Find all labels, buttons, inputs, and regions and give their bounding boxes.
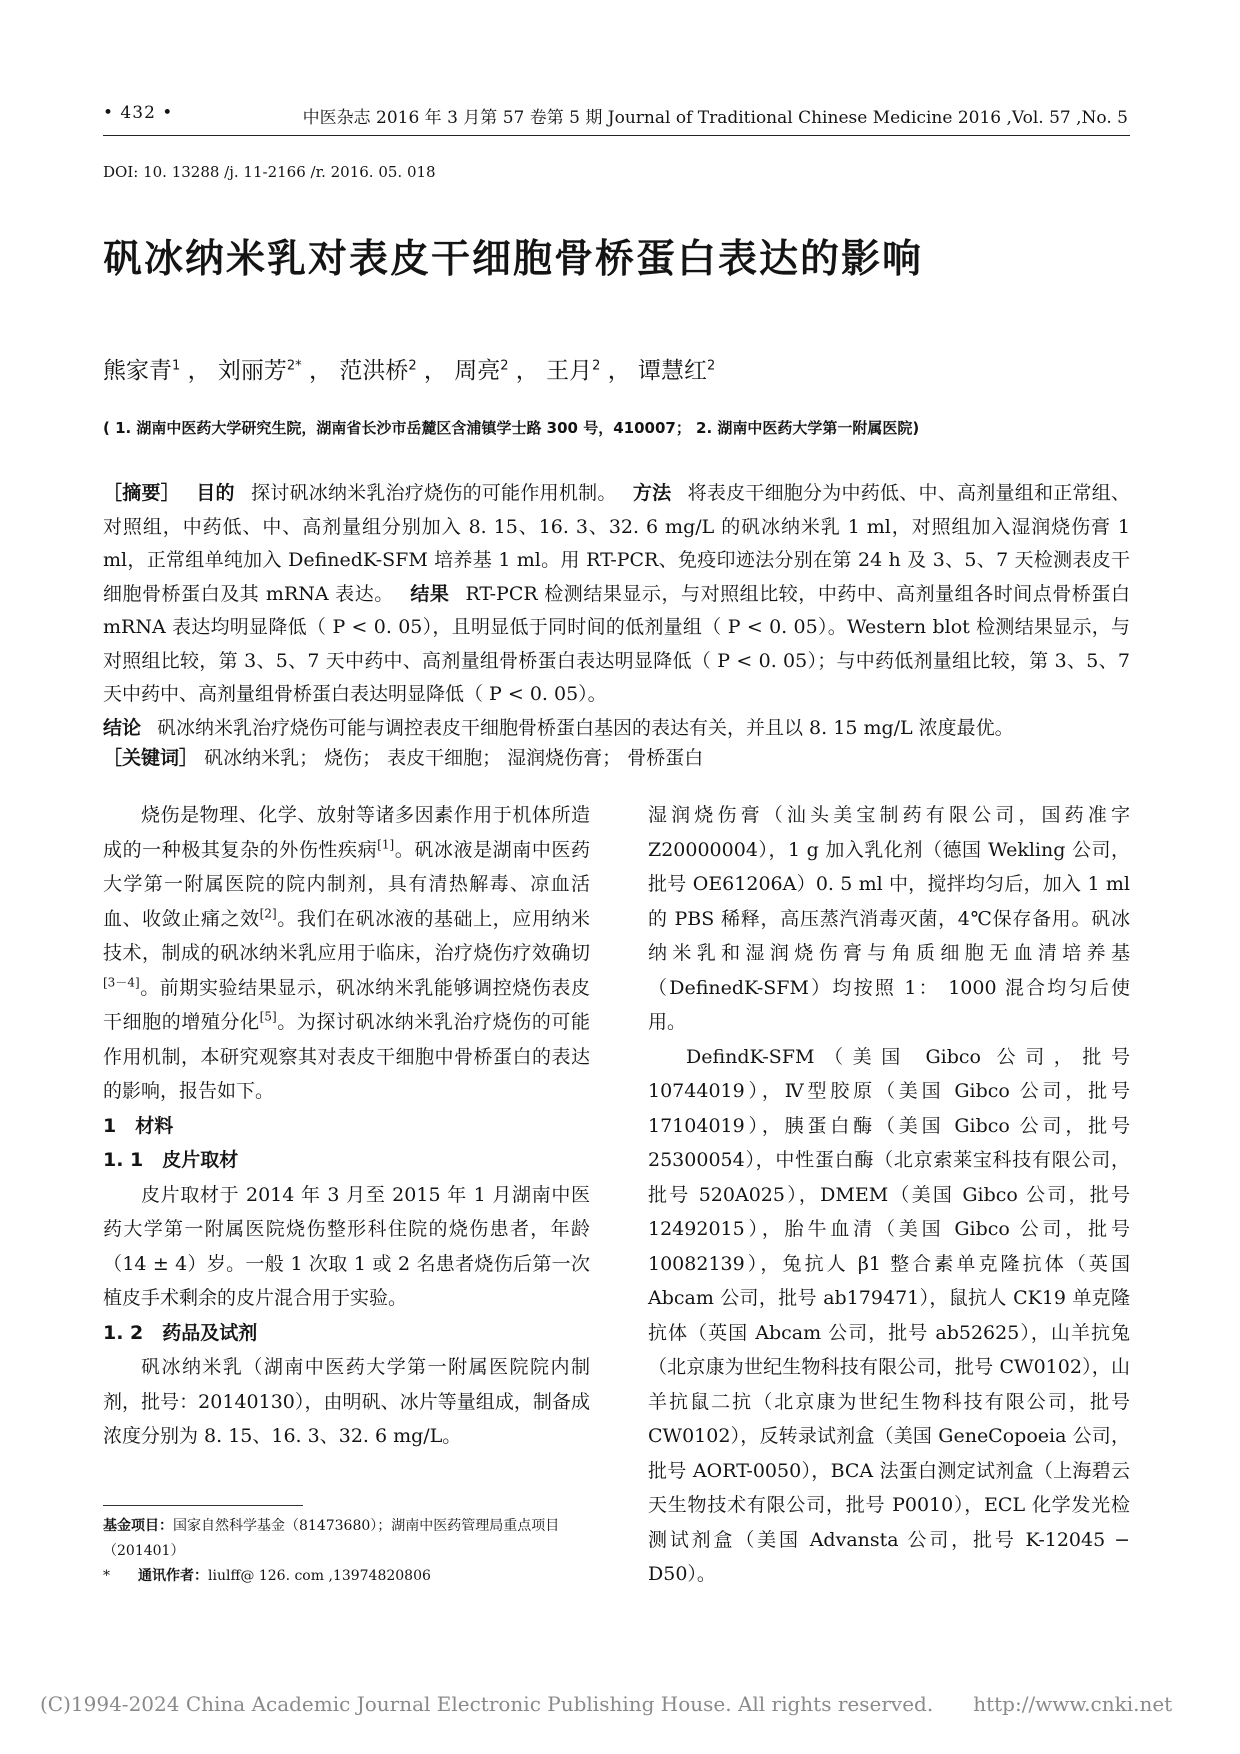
paragraph: 皮片取材于 2014 年 3 月至 2015 年 1 月湖南中医药大学第一附属医院烧伤整形科住院的烧伤患者，年龄（14 ± 4）岁。一般 1 次取 1 或 2 名患者烧伤后第一次植皮手术剩余的皮片混合用于实验。 xyxy=(103,1183,590,1309)
footnote xyxy=(103,1514,590,1589)
article-title: 矾冰纳米乳对表皮干细胞骨桥蛋白表达的影响 xyxy=(103,237,924,282)
methods-text: 将表皮干细胞分为中药低、中、高剂量组和正常组、对照组，中药低、中、高剂量组分别加入 8. 15、16. 3、32. 6 mg/L 的矾冰纳米乳 1 ml，对照组加入湿润烧伤膏 1 ml，正常组单纯加入 DefinedK-SFM 培养基 1 ml。用 RT-PCR、免疫印迹法分别在第 24 h 及 3、5、7 天检测表皮干细胞骨桥蛋白及其 mRNA 表达。 xyxy=(103,482,1130,605)
conclusion-label: 结论 xyxy=(103,716,142,739)
paragraph: DefindK-SFM（美国 Gibco 公司，批号 10744019），Ⅳ型胶原（美国 Gibco 公司，批号 17104019），胰蛋白酶（美国 Gibco 公司，批号 25300054），中性蛋白酶（北京索莱宝科技有限公司，批号 520A025），DMEM（美国 Gibco 公司，批号 12492015），胎牛血清（美国 Gibco 公司，批号 10082139），兔抗人 β1 整合素单克隆抗体（英国 Abcam 公司，批号 ab179471），鼠抗人 CK19 单克隆抗体（英国 Abcam 公司，批号 ab52625），山羊抗兔（北京康为世纪生物科技有限公司，批号 CW0102），山羊抗鼠二抗（北京康为世纪生物科技有限公司，批号 CW0102），反转录试剂盒（美国 GeneCopoeia 公司，批号 AORT-0050），BCA 法蛋白测定试剂盒（上海碧云天生物技术有限公司，批号 P0010），ECL 化学发光检测试剂盒（美国 Advansta 公司，批号 K-12045 − D50）。 xyxy=(648,1045,1130,1585)
body-left-column xyxy=(103,798,590,1454)
corresponding-author-note: * 通讯作者：liulff@ 126. com ,13974820806 xyxy=(103,1568,431,1584)
author-name[interactable]: 周亮 xyxy=(454,358,501,384)
page-number: • 432 • xyxy=(103,103,174,123)
citation[interactable]: [3－4] xyxy=(103,975,140,990)
author-name[interactable]: 刘丽芳 xyxy=(217,358,287,384)
section-heading: 1 材料 xyxy=(103,1114,174,1137)
author-affil-mark: 2* xyxy=(286,358,302,374)
corresponding-email[interactable]: liulff@ 126. com ,13974820806 xyxy=(208,1568,431,1584)
funding-note: 基金项目：国家自然科学基金（81473680）；湖南中医药管理局重点项目（201401） xyxy=(103,1518,560,1559)
conclusion-text: 矾冰纳米乳治疗烧伤可能与调控表皮干细胞骨桥蛋白基因的表达有关，并且以 8. 15 mg/L 浓度最优。 xyxy=(157,716,1014,739)
intro-paragraph: 烧伤是物理、化学、放射等诸多因素作用于机体所造成的一种极其复杂的外伤性疾病[1]。矾冰液是湖南中医药大学第一附属医院的院内制剂，具有清热解毒、凉血活血、收敛止痛之效[2]。我们在矾冰液的基础上，应用纳米技术，制成的矾冰纳米乳应用于临床，治疗烧伤疗效确切[3－4]。前期实验结果显示，矾冰纳米乳能够调控烧伤表皮干细胞的增殖分化[5]。为探讨矾冰纳米乳治疗烧伤的可能作用机制，本研究观察其对表皮干细胞中骨桥蛋白的表达的影响，报告如下。 xyxy=(103,804,590,1102)
author-affil-mark: 2 xyxy=(408,358,417,374)
author-name[interactable]: 熊家青 xyxy=(103,358,172,384)
keywords-label: ［关键词］ xyxy=(103,747,199,769)
subsection-heading: 1. 1 皮片取材 xyxy=(103,1149,239,1171)
journal-header: 中医杂志 2016 年 3 月第 57 卷第 5 期 Journal of Traditional Chinese Medicine 2016 ,Vol. 57 ,No. 5 xyxy=(302,108,1128,128)
citation[interactable]: [2] xyxy=(259,906,277,921)
author-affil-mark: 2 xyxy=(500,358,509,374)
keywords xyxy=(103,742,703,775)
methods-label: 方法 xyxy=(632,482,672,504)
citation[interactable]: [1] xyxy=(377,837,395,852)
author-name[interactable]: 谭慧红 xyxy=(638,358,708,384)
author-separator: ， xyxy=(180,358,211,384)
author-name[interactable]: 王月 xyxy=(546,358,593,384)
abstract xyxy=(103,477,1130,745)
author-affil-mark: 2 xyxy=(707,358,716,374)
header-rule xyxy=(103,135,1130,136)
results-text: RT-PCR 检测结果显示，与对照组比较，中药中、高剂量组各时间点骨桥蛋白 mRNA 表达均明显降低（ P < 0. 05），且明显低于同时间的低剂量组（ P < 0. 05）。Western blot 检测结果显示，与对照组比较，第 3、5、7 天中药中、高剂量组骨桥蛋白表达明显降低（ P < 0. 05）；与中药低剂量组比较，第 3、5、7 天中药中、高剂量组骨桥蛋白表达明显降低（ P < 0. 05）。 xyxy=(103,582,1130,705)
paragraph: 湿润烧伤膏（汕头美宝制药有限公司，国药准字 Z20000004），1 g 加入乳化剂（德国 Wekling 公司，批号 OE61206A）0. 5 ml 中，搅拌均匀后，加入 1 ml 的 PBS 稀释，高压蒸汽消毒灭菌，4℃保存备用。矾冰纳米乳和湿润烧伤膏与角质细胞无血清培养基（DefinedK-SFM）均按照 1： 1000 混合均匀后使用。 xyxy=(648,804,1130,1033)
author-list xyxy=(103,352,715,385)
footnote-rule xyxy=(103,1505,303,1506)
author-name[interactable]: 范洪桥 xyxy=(339,358,409,384)
citation[interactable]: [5] xyxy=(259,1009,277,1024)
author-separator: ， xyxy=(600,358,631,384)
results-label: 结果 xyxy=(409,582,450,605)
author-affil-mark: 2 xyxy=(592,358,601,374)
objective-text: 探讨矾冰纳米乳治疗烧伤的可能作用机制。 xyxy=(250,482,617,504)
author-separator: ， xyxy=(301,358,332,384)
affiliations: ( 1. 湖南中医药大学研究生院，湖南省长沙市岳麓区含浦镇学士路 300 号，410007； 2. 湖南中医药大学第一附属医院) xyxy=(103,419,920,437)
abstract-label: ［摘要］ xyxy=(103,482,180,504)
paragraph: 矾冰纳米乳（湖南中医药大学第一附属医院院内制剂，批号：20140130），由明矾、冰片等量组成，制备成浓度分别为 8. 15、16. 3、32. 6 mg/L。 xyxy=(103,1356,590,1447)
keywords-text: 矾冰纳米乳； 烧伤； 表皮干细胞； 湿润烧伤膏； 骨桥蛋白 xyxy=(204,747,704,769)
author-separator: ， xyxy=(416,358,447,384)
copyright-watermark: (C)1994-2024 China Academic Journal Electronic Publishing House. All rights reserved. http://www.cnki.net xyxy=(40,1692,1173,1716)
doi[interactable]: DOI: 10. 13288 /j. 11-2166 /r. 2016. 05. 018 xyxy=(103,163,436,181)
objective-label: 目的 xyxy=(195,482,235,504)
subsection-heading: 1. 2 药品及试剂 xyxy=(103,1321,258,1344)
author-affil-mark: 1 xyxy=(172,358,181,374)
body-right-column xyxy=(648,798,1130,1592)
author-separator: ， xyxy=(508,358,539,384)
